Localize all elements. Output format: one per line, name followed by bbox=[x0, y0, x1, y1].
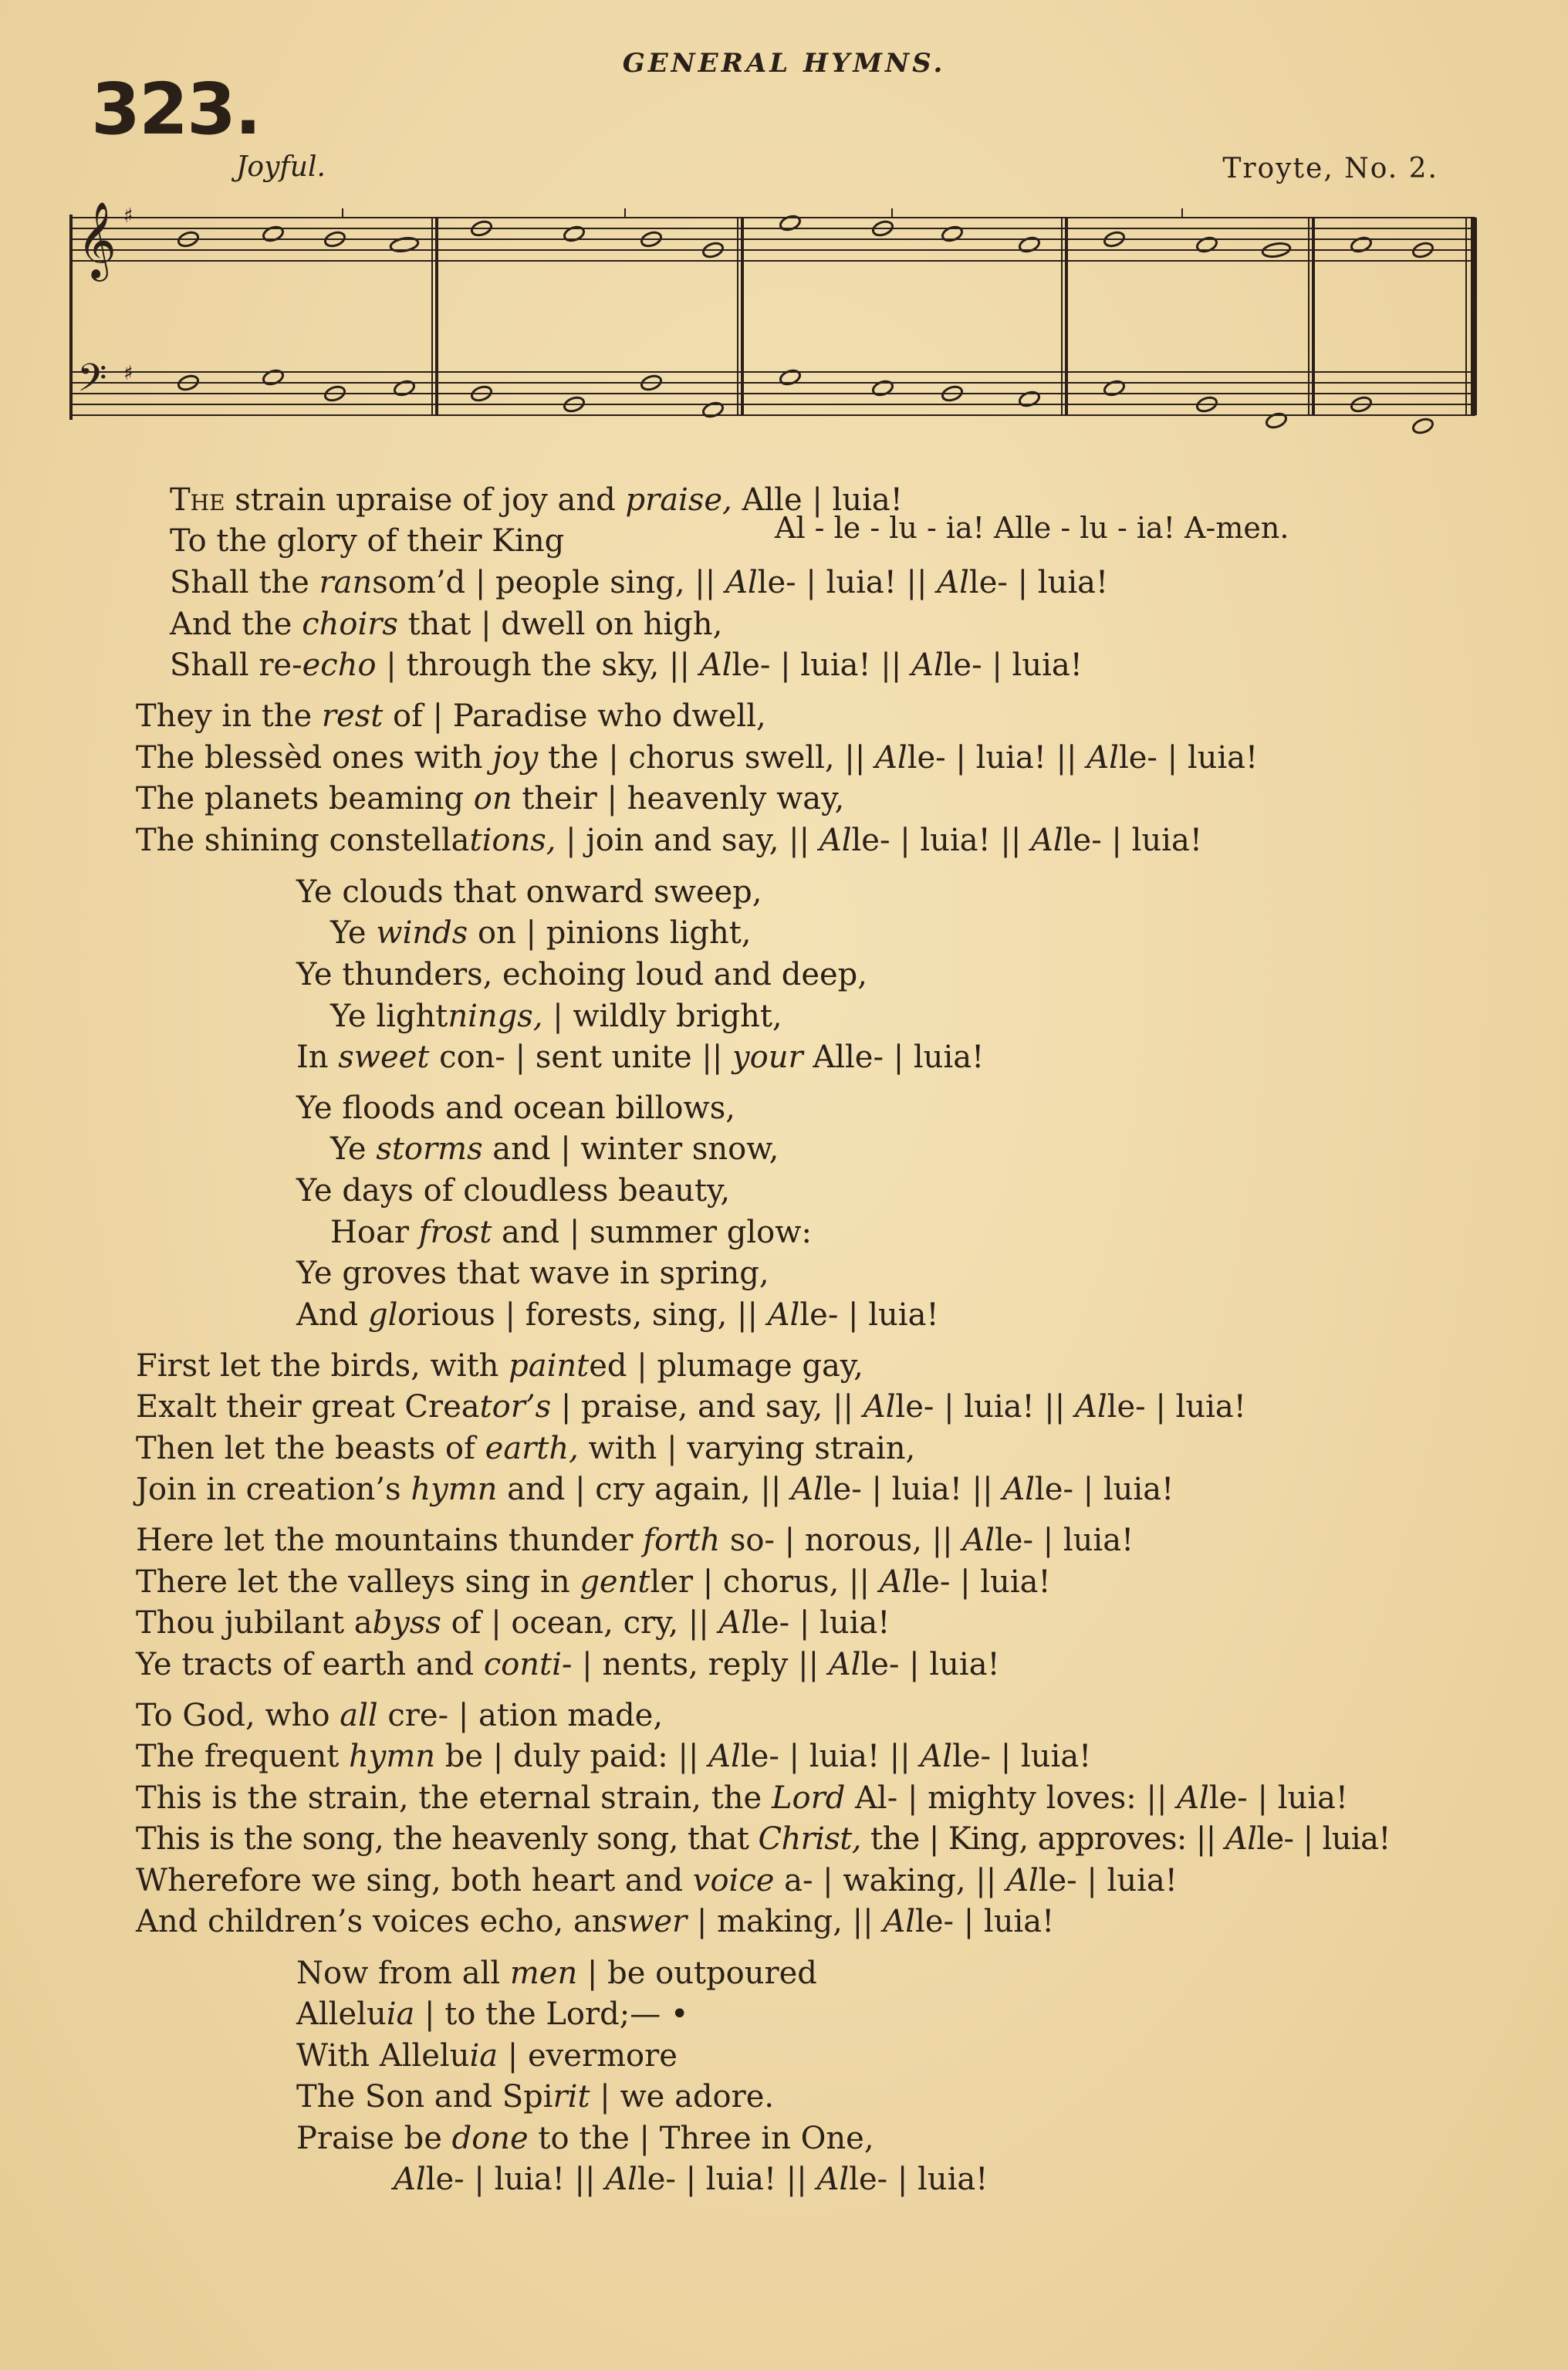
composer-credit: Troyte, No. 2. bbox=[1222, 153, 1438, 184]
hymn-line: Here let the mountains thunder forth so- | norous, || Alle- | luia! bbox=[136, 1523, 1134, 1558]
hymn-line: And the choirs that | dwell on high, bbox=[170, 607, 723, 642]
hymn-line: To God, who all cre- | ation made, bbox=[136, 1698, 664, 1733]
hymn-line: The blessèd ones with joy the | chorus swell, || Alle- | luia! || Alle- | luia! bbox=[136, 740, 1259, 776]
hymn-line: This is the strain, the eternal strain, the Lord Al- | mighty loves: || Alle- | luia! bbox=[136, 1780, 1348, 1816]
hymn-line: Exalt their great Creator’s | praise, and say, || Alle- | luia! || Alle- | luia! bbox=[136, 1389, 1246, 1425]
hymn-number: 323. bbox=[91, 68, 260, 150]
hymn-line: The shining constellations, | join and say, || Alle- | luia! || Alle- | luia! bbox=[136, 823, 1202, 858]
hymn-line: Shall the ransom’d | people sing, || Alle- | luia! || Alle- | luia! bbox=[170, 565, 1109, 600]
hymn-line: Ye clouds that onward sweep, bbox=[296, 874, 762, 910]
hymn-line: Then let the beasts of earth, with | varying strain, bbox=[136, 1431, 916, 1466]
hymn-line: Ye storms and | winter snow, bbox=[330, 1131, 779, 1167]
hymn-line: They in the rest of | Paradise who dwell, bbox=[136, 698, 766, 734]
hymn-line: In sweet con- | sent unite || your Alle- | luia! bbox=[296, 1040, 985, 1075]
treble-clef-icon: 𝄞 bbox=[77, 201, 117, 279]
hymn-line: To the glory of their King bbox=[170, 523, 565, 559]
hymn-line: And glorious | forests, sing, || Alle- | luia! bbox=[296, 1297, 939, 1333]
score-notation bbox=[65, 191, 1485, 469]
hymn-line: The planets beaming on their | heavenly way, bbox=[136, 781, 845, 816]
hymn-line: Praise be done to the | Three in One, bbox=[296, 2121, 874, 2156]
svg-text:♯: ♯ bbox=[123, 362, 133, 385]
hymn-line: First let the birds, with painted | plumage gay, bbox=[136, 1348, 863, 1384]
hymn-line: Ye days of cloudless beauty, bbox=[296, 1173, 731, 1209]
hymn-line: Alleluia | to the Lord;— • bbox=[296, 1996, 689, 2032]
hymn-line: Join in creation’s hymn and | cry again, || Alle- | luia! || Alle- | luia! bbox=[136, 1472, 1174, 1507]
hymn-line: Ye tracts of earth and conti- | nents, reply || Alle- | luia! bbox=[136, 1647, 1000, 1682]
hymn-line: Ye winds on | pinions light, bbox=[330, 915, 752, 951]
hymn-line: Ye thunders, echoing loud and deep, bbox=[296, 957, 867, 992]
hymn-line: The frequent hymn be | duly paid: || Alle- | luia! || Alle- | luia! bbox=[136, 1739, 1092, 1774]
bass-clef-icon: 𝄢 bbox=[77, 356, 107, 410]
hymn-line: The Son and Spirit | we adore. bbox=[296, 2079, 775, 2115]
hymn-line: Ye groves that wave in spring, bbox=[296, 1256, 769, 1291]
running-head: GENERAL HYMNS. bbox=[622, 48, 946, 79]
tempo-marking: Joyful. bbox=[236, 151, 326, 183]
hymn-line: Now from all men | be outpoured bbox=[296, 1956, 817, 1991]
hymn-line: Thou jubilant abyss of | ocean, cry, || Alle- | luia! bbox=[136, 1605, 890, 1641]
hymn-line: Ye floods and ocean billows, bbox=[296, 1090, 735, 1126]
hymn-line: Wherefore we sing, both heart and voice a- | waking, || Alle- | luia! bbox=[136, 1863, 1178, 1898]
hymn-line: There let the valleys sing in gentler | chorus, || Alle- | luia! bbox=[136, 1564, 1051, 1600]
hymn-line: This is the song, the heavenly song, that Christ, the | King, approves: || Alle- | luia! bbox=[136, 1821, 1391, 1857]
hymn-line: And children’s voices echo, answer | making, || Alle- | luia! bbox=[136, 1904, 1055, 1939]
music-lyric-line: Al - le - lu - ia! Alle - lu - ia! A-men. bbox=[775, 511, 1289, 545]
hymn-line: With Alleluia | evermore bbox=[296, 2038, 678, 2074]
hymn-line: The strain upraise of joy and praise, Alle | luia! bbox=[170, 482, 903, 518]
hymn-line: Hoar frost and | summer glow: bbox=[330, 1215, 812, 1250]
hymn-line: Alle- | luia! || Alle- | luia! || Alle- | luia! bbox=[394, 2162, 988, 2197]
hymn-line: Shall re-echo | through the sky, || Alle- | luia! || Alle- | luia! bbox=[170, 647, 1083, 683]
hymn-line: Ye lightnings, | wildly bright, bbox=[330, 999, 782, 1034]
svg-text:♯: ♯ bbox=[123, 205, 133, 228]
